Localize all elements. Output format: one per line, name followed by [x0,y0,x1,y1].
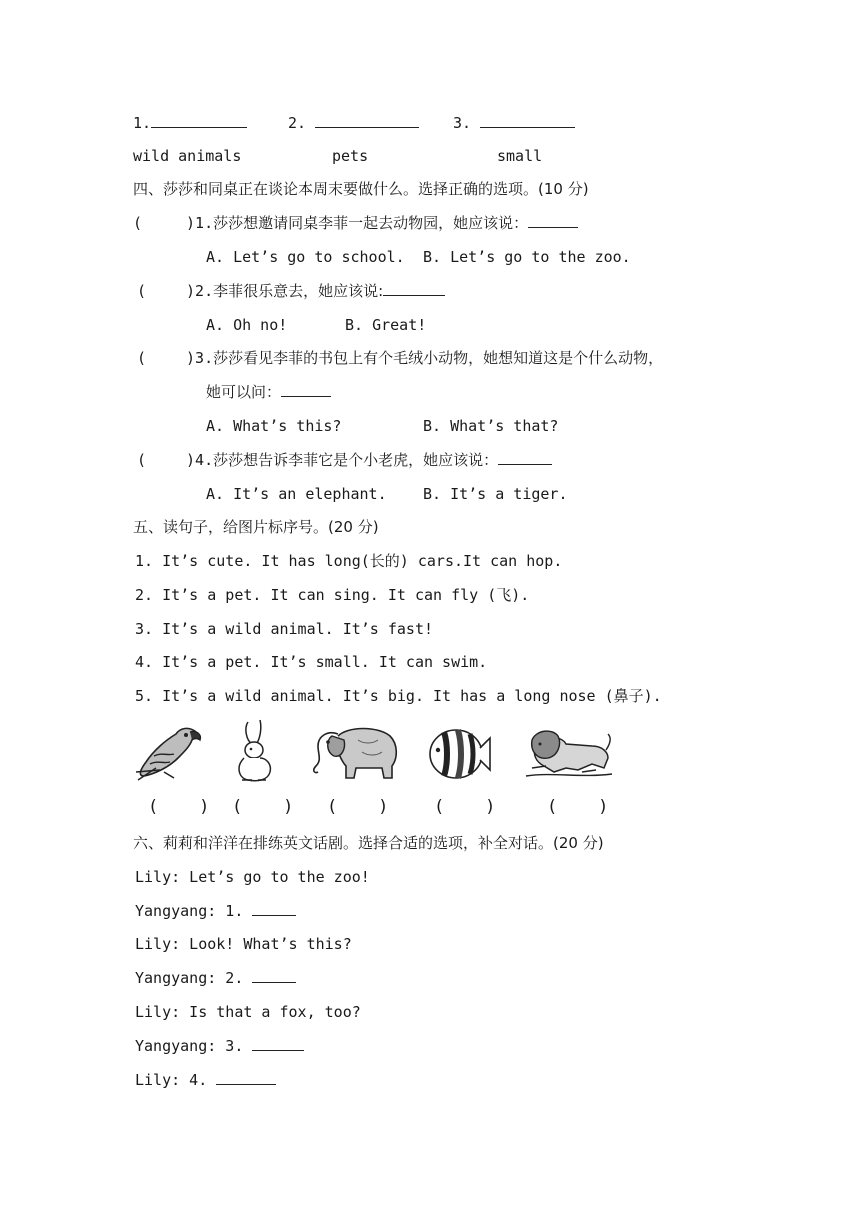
answer-line [498,450,552,465]
question-stem: 莎莎看见李菲的书包上有个毛绒小动物，她想知道这是个什么动物， [213,349,664,367]
answer-line [151,113,247,128]
answer-paren-open: ( [137,349,147,367]
dialogue-line: Lily: Look! What’s this? [135,935,352,953]
picture-answer-paren: ( ) [232,797,294,817]
category-label: pets [332,147,369,165]
question-4-4 [137,450,552,470]
sentence-3: 3. It’s a wild animal. It’s fast! [135,620,434,638]
answer-paren-open: ( [137,451,147,469]
picture-answer-paren: ( ) [327,797,389,817]
category-label: small [497,147,543,165]
blank-3 [453,113,575,133]
dialogue-line: Lily: 4. [135,1070,276,1090]
blank-number: 3. [453,114,472,132]
question-4-1 [133,213,578,233]
option-a: A. Oh no! [206,316,288,334]
lion-picture [522,726,614,782]
question-stem: 莎莎想告诉李菲它是个小老虎，她应该说： [213,451,499,469]
blank-number: 2. [288,114,307,132]
sentence-4: 4. It’s a pet. It’s small. It can swim. [135,653,488,671]
picture-answer-paren: ( ) [547,797,609,817]
option-a: A. Let’s go to school. [206,248,405,266]
answer-paren-open: ( [133,214,143,232]
option-b: B. Let’s go to the zoo. [423,248,631,266]
blank-1 [133,113,247,133]
answer-line [281,382,331,397]
section-6-title: 六、莉莉和洋洋在排练英文话剧。选择合适的选项，补全对话。(20 分) [133,834,604,852]
question-4-3 [137,348,663,368]
option-b: B. What’s that? [423,417,559,435]
sentence-1: 1. It’s cute. It has long(长的) cars.It can hop. [135,552,563,570]
question-4-2 [137,281,445,301]
rabbit-picture [232,718,280,784]
dialogue-line: Yangyang: 3. [135,1036,304,1056]
section-4-title: 四、莎莎和同桌正在谈论本周末要做什么。选择正确的选项。(10 分) [133,180,589,198]
answer-line [383,281,445,296]
dialogue-line: Yangyang: 1. [135,901,296,921]
parrot-picture [134,722,206,784]
answer-line [252,1036,304,1051]
picture-answer-paren: ( ) [148,797,210,817]
dialogue-line: Lily: Is that a fox, too? [135,1003,361,1021]
option-a: A. It’s an elephant. [206,485,387,503]
blank-number: 1. [133,114,152,132]
answer-line [252,901,296,916]
question-number: )3. [186,349,214,367]
answer-line [216,1070,276,1085]
option-b: B. It’s a tiger. [423,485,568,503]
fish-picture [426,724,492,782]
dialogue-line: Yangyang: 2. [135,968,296,988]
answer-line [315,113,419,128]
sentence-2: 2. It’s a pet. It can sing. It can fly (飞). [135,586,530,604]
answer-line [252,968,296,983]
blank-2 [288,113,419,133]
answer-line [528,213,578,228]
question-stem: 李菲很乐意去，她应该说: [213,282,384,300]
answer-paren-open: ( [137,282,147,300]
category-label: wild animals [133,147,242,165]
answer-line [480,113,575,128]
question-number: )4. [186,451,214,469]
sentence-5: 5. It’s a wild animal. It’s big. It has a long nose (鼻子). [135,687,662,705]
question-number: )2. [186,282,214,300]
section-5-title: 五、读句子，给图片标序号。(20 分) [133,518,379,536]
picture-answer-paren: ( ) [434,797,496,817]
question-stem-continued: 她可以问： [206,382,331,402]
question-stem: 莎莎想邀请同桌李菲一起去动物园，她应该说： [213,214,529,232]
option-a: A. What’s this? [206,417,342,435]
question-number: )1. [186,214,214,232]
dialogue-line: Lily: Let’s go to the zoo! [135,868,370,886]
elephant-picture [308,722,400,782]
option-b: B. Great! [345,316,427,334]
